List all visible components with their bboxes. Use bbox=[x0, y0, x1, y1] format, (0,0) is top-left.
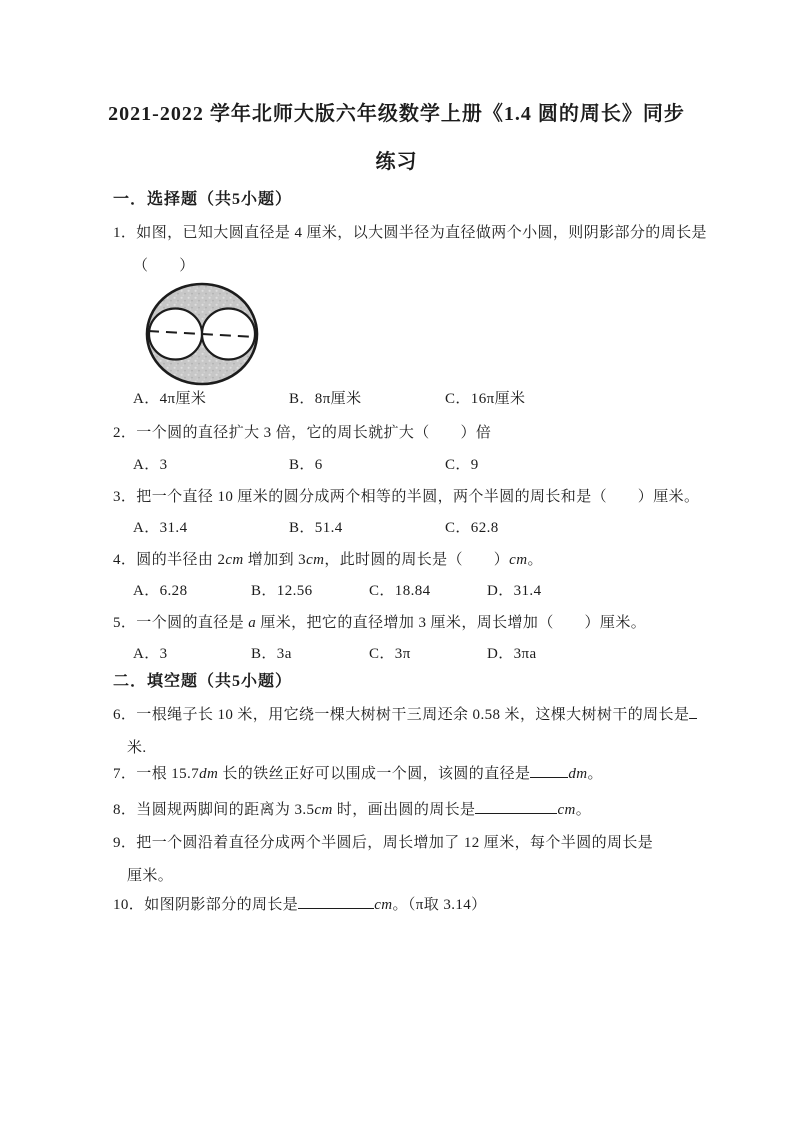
q2-option-b: B．6 bbox=[289, 457, 323, 473]
q5-option-a: A．3 bbox=[133, 646, 168, 662]
q7-unit-italic: dm bbox=[568, 766, 588, 782]
q7-answer-blank bbox=[530, 763, 568, 778]
section-heading-choice: 一．选择题（共5小题） bbox=[113, 191, 293, 208]
q1-option-c: C．16π厘米 bbox=[445, 391, 526, 407]
q8-text-part: 时，画出圆的周长是 bbox=[332, 802, 476, 818]
question-2-options bbox=[100, 455, 693, 475]
q8-unit-italic: cm bbox=[557, 802, 576, 818]
question-3-text: 3．把一个直径 10 厘米的圆分成两个相等的半圆，两个半圆的周长和是（ ）厘米。 bbox=[113, 489, 700, 505]
q4-text-part: 4．圆的半径由 2 bbox=[113, 552, 226, 568]
q4-text-part: 增加到 3 bbox=[243, 552, 307, 568]
q10-text-part: 。（π取 3.14） bbox=[392, 897, 487, 913]
q5-text-part: 厘米，把它的直径增加 3 厘米，周长增加（ ）厘米。 bbox=[256, 615, 647, 631]
q4-text-part: 。 bbox=[527, 552, 543, 568]
page-title bbox=[100, 0, 693, 186]
q7-text-part: 长的铁丝正好可以围成一个圆，该圆的直径是 bbox=[218, 766, 531, 782]
q8-answer-blank bbox=[475, 799, 557, 814]
q4-option-d: D．31.4 bbox=[487, 583, 542, 599]
question-4-text bbox=[100, 550, 693, 570]
question-7-text bbox=[100, 763, 693, 784]
q5-var-italic: a bbox=[248, 615, 257, 631]
section-heading-fill-blank: 二．填空题（共5小题） bbox=[113, 673, 293, 690]
question-10-text bbox=[100, 894, 693, 915]
question-1-answer-paren: （ ） bbox=[133, 258, 195, 274]
q8-text-part: 8．当圆规两脚间的距离为 3.5 bbox=[113, 802, 315, 818]
q2-option-a: A．3 bbox=[133, 457, 168, 473]
q3-option-b: B．51.4 bbox=[289, 520, 343, 536]
page-title-line2: 练习 bbox=[375, 151, 418, 173]
question-8-text bbox=[100, 799, 693, 820]
q8-unit-italic: cm bbox=[314, 802, 333, 818]
q1-option-b: B．8π厘米 bbox=[289, 391, 362, 407]
question-6-text-line2: 米. bbox=[127, 740, 147, 756]
question-5-text bbox=[100, 613, 693, 633]
q5-text-part: 5．一个圆的直径是 bbox=[113, 615, 249, 631]
question-2-text: 2．一个圆的直径扩大 3 倍，它的周长就扩大（ ）倍 bbox=[113, 425, 492, 441]
q3-option-c: C．62.8 bbox=[445, 520, 499, 536]
q4-unit-italic: cm bbox=[306, 552, 325, 568]
q4-option-c: C．18.84 bbox=[369, 583, 431, 599]
question-1-text: 1．如图，已知大圆直径是 4 厘米，以大圆半径为直径做两个小圆，则阴影部分的周长是 bbox=[113, 225, 707, 241]
q4-option-b: B．12.56 bbox=[251, 583, 313, 599]
q7-text-part: 7．一根 15.7 bbox=[113, 766, 200, 782]
q10-text-part: 10．如图阴影部分的周长是 bbox=[113, 897, 299, 913]
q7-unit-italic: dm bbox=[199, 766, 219, 782]
q4-option-a: A．6.28 bbox=[133, 583, 188, 599]
q3-option-a: A．31.4 bbox=[133, 520, 188, 536]
q10-answer-blank bbox=[298, 894, 374, 909]
q8-text-part: 。 bbox=[575, 802, 592, 818]
q4-text-part: ，此时圆的周长是（ ） bbox=[324, 552, 510, 568]
q5-option-c: C．3π bbox=[369, 646, 411, 662]
question-9-text-line1: 9．把一个圆沿着直径分成两个半圆后，周长增加了 12 厘米，每个半圆的周长是 bbox=[113, 835, 654, 851]
q6-answer-blank bbox=[689, 704, 697, 719]
shaded-circles-illustration bbox=[145, 282, 259, 386]
question-4-options bbox=[100, 581, 693, 601]
q7-text-part: 。 bbox=[587, 766, 603, 782]
question-5-options bbox=[100, 644, 693, 664]
page-title-line1: 2021-2022 学年北师大版六年级数学上册《1.4 圆的周长》同步 bbox=[108, 103, 685, 125]
q4-unit-italic: cm bbox=[225, 552, 244, 568]
question-6-text-line1 bbox=[100, 704, 693, 725]
q4-unit-italic: cm bbox=[509, 552, 528, 568]
q6-text-part: 6．一根绳子长 10 米，用它绕一棵大树树干三周还余 0.58 米，这棵大树树干的周长是 bbox=[113, 707, 690, 723]
q1-option-a: A．4π厘米 bbox=[133, 391, 207, 407]
q5-option-d: D．3πa bbox=[487, 646, 537, 662]
question-3-options bbox=[100, 518, 693, 538]
q2-option-c: C．9 bbox=[445, 457, 479, 473]
q10-unit-italic: cm bbox=[374, 897, 393, 913]
question-1-options bbox=[100, 389, 693, 409]
q5-option-b: B．3a bbox=[251, 646, 292, 662]
question-1-figure bbox=[145, 282, 693, 386]
question-9-text-line2: 厘米。 bbox=[127, 868, 174, 884]
